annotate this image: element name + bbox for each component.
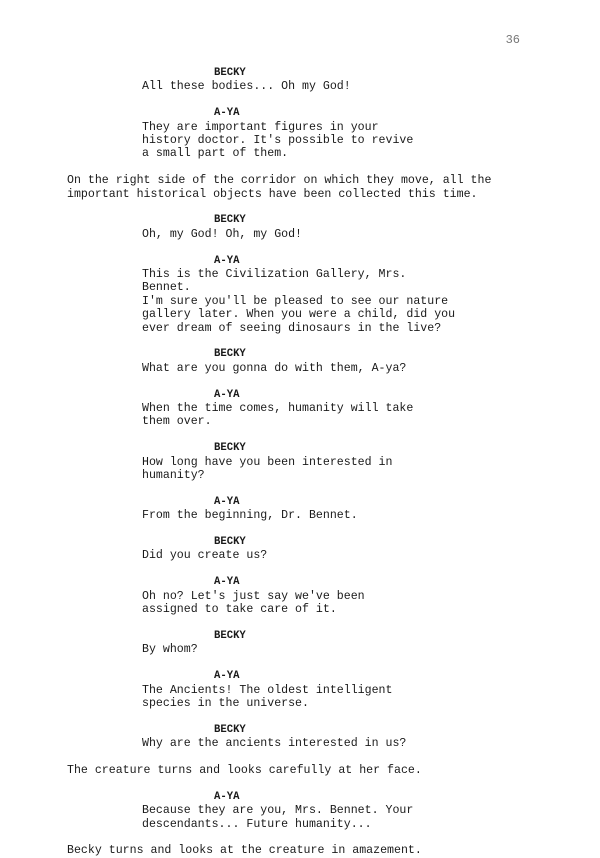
dialogue-block: [142, 228, 462, 241]
dialogue-block: [142, 509, 462, 522]
spacer: [0, 375, 600, 388]
spacer: [0, 710, 600, 723]
dialogue-line: descendants... Future humanity...: [142, 817, 372, 831]
action-line: important historical objects have been collected this time.: [67, 187, 478, 201]
dialogue-line: Did you create us?: [142, 549, 268, 563]
dialogue-block: [142, 268, 462, 335]
dialogue-line: How long have you been interested in humanity?: [142, 455, 400, 483]
dialogue-line: I'm sure you'll be pleased to see our nature: [142, 294, 449, 308]
spacer: [0, 161, 600, 174]
screenplay-body: [0, 67, 600, 858]
spacer: [0, 335, 600, 348]
dialogue-line: By whom?: [142, 643, 198, 657]
character-cue: BECKY: [214, 536, 246, 549]
dialogue-line: When the time comes, humanity will take: [142, 402, 414, 416]
dialogue-block: [142, 549, 462, 562]
dialogue-block: [142, 456, 462, 483]
dialogue-line: They are important figures in your: [142, 120, 379, 134]
dialogue-block: [142, 590, 462, 617]
page-number: 36: [505, 33, 520, 47]
character-cue: A-YA: [214, 254, 240, 267]
character-cue: BECKY: [214, 67, 246, 79]
character-cue: A-YA: [214, 107, 240, 120]
spacer: [0, 523, 600, 536]
dialogue-line: Oh no? Let's just say we've been: [142, 589, 365, 603]
dialogue-line: Because they are you, Mrs. Bennet. Your: [142, 804, 414, 818]
spacer: [0, 94, 600, 107]
action-line: The creature turns and looks carefully at her face.: [67, 763, 422, 777]
dialogue-block: [142, 402, 462, 429]
dialogue-line: gallery later. When you were a child, did you: [142, 308, 456, 322]
character-cue: BECKY: [214, 348, 246, 361]
dialogue-line: them over.: [142, 415, 212, 429]
spacer: [0, 777, 600, 790]
dialogue-block: [142, 737, 462, 750]
spacer: [0, 482, 600, 495]
spacer: [0, 751, 600, 764]
dialogue-line: All these bodies... Oh my God!: [142, 80, 351, 94]
action-line: On the right side of the corridor on which they move, all the: [67, 174, 492, 188]
character-cue: A-YA: [214, 576, 240, 589]
dialogue-block: [142, 804, 462, 831]
dialogue-line: species in the universe.: [142, 696, 309, 710]
action-block: [67, 174, 527, 201]
dialogue-block: [142, 643, 462, 656]
dialogue-line: assigned to take care of it.: [142, 603, 337, 617]
dialogue-line: Oh, my God! Oh, my God!: [142, 227, 303, 241]
spacer: [0, 617, 600, 630]
dialogue-line: What are you gonna do with them, A-ya?: [142, 361, 407, 375]
dialogue-block: [142, 684, 462, 711]
dialogue-line: Why are the ancients interested in us?: [142, 737, 407, 751]
dialogue-line: ever dream of seeing dinosaurs in the live?: [142, 321, 442, 335]
character-cue: A-YA: [214, 495, 240, 508]
dialogue-block: [142, 121, 462, 161]
character-cue: BECKY: [214, 442, 246, 455]
character-cue: A-YA: [214, 790, 240, 803]
action-block: [67, 844, 527, 857]
spacer: [0, 201, 600, 214]
dialogue-block: [142, 362, 462, 375]
character-cue: BECKY: [214, 723, 246, 736]
dialogue-line: From the beginning, Dr. Bennet.: [142, 509, 358, 523]
spacer: [0, 429, 600, 442]
spacer: [0, 563, 600, 576]
character-cue: A-YA: [214, 670, 240, 683]
character-cue: BECKY: [214, 214, 246, 227]
spacer: [0, 831, 600, 844]
dialogue-line: This is the Civilization Gallery, Mrs. Bennet.: [142, 268, 414, 295]
character-cue: A-YA: [214, 388, 240, 401]
dialogue-block: [142, 80, 462, 93]
spacer: [0, 657, 600, 670]
dialogue-line: The Ancients! The oldest intelligent: [142, 683, 393, 697]
spacer: [0, 241, 600, 254]
character-cue: BECKY: [214, 629, 246, 642]
dialogue-line: a small part of them.: [142, 147, 289, 161]
dialogue-line: history doctor. It's possible to revive: [142, 134, 414, 148]
action-line: Becky turns and looks at the creature in amazement.: [67, 844, 422, 858]
action-block: [67, 764, 527, 777]
